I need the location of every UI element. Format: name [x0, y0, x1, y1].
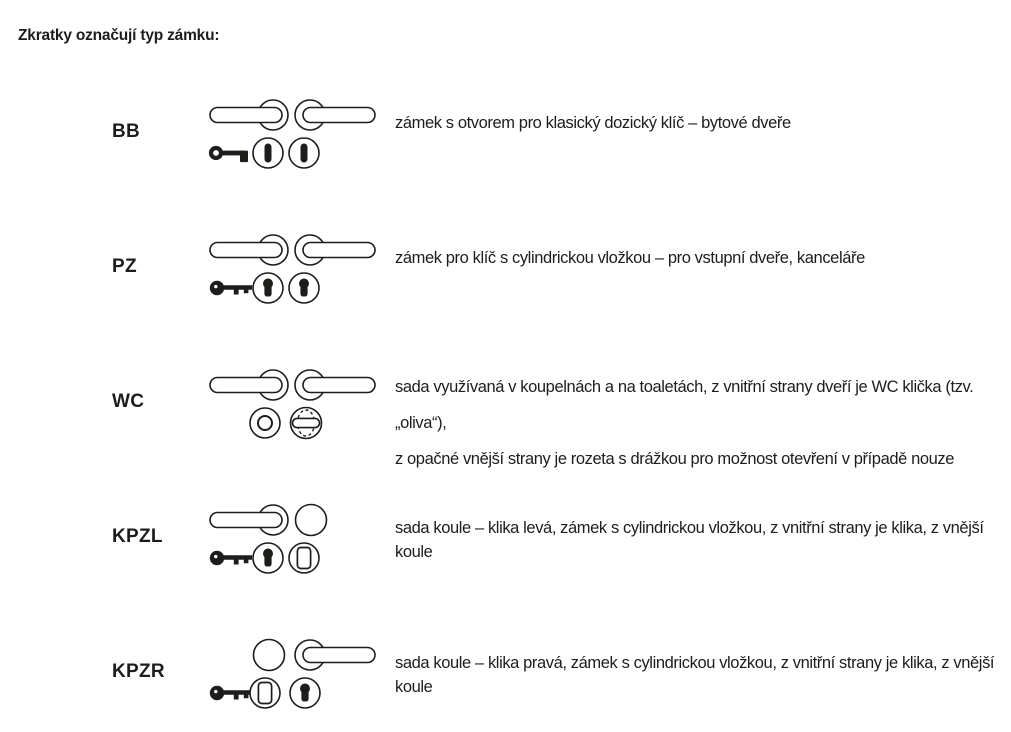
lever-handle-right-icon: [295, 640, 375, 670]
lock-type-row-kpzl: [0, 500, 1011, 580]
emergency-slot-rosette-icon: [250, 408, 280, 438]
lever-handle-left-icon: [210, 235, 288, 265]
description-line: sada využívaná v koupelnách a na toaletách, z vnitřní strany dveří je WC klička (tzv. „oliva“),: [395, 378, 974, 432]
lock-hardware-diagram: [205, 230, 380, 308]
lock-description: [395, 246, 995, 270]
lock-description: [395, 369, 995, 477]
lever-handle-right-icon: [295, 370, 375, 400]
lock-code: WC: [112, 391, 145, 412]
cylinder-keyhole-rosette-icon: [253, 273, 283, 303]
cylinder-keyhole-rosette-icon: [253, 543, 283, 573]
lock-code: PZ: [112, 256, 137, 277]
blind-rosette-icon: [250, 678, 280, 708]
lever-handle-right-icon: [295, 100, 375, 130]
lock-code: BB: [112, 121, 141, 142]
description-line: z opačné vnější strany je rozeta s drážkou pro možnost otevření v případě nouze: [395, 450, 955, 468]
lock-type-row-kpzr: [0, 635, 1011, 715]
bit-key-icon: [211, 148, 248, 162]
lock-hardware-diagram: [205, 635, 380, 713]
cylinder-keyhole-rosette-icon: [290, 678, 320, 708]
keyhole-rosette-icon: [289, 138, 319, 168]
lock-description: [395, 651, 995, 699]
description-line: sada koule – klika pravá, zámek s cylindrickou vložkou, z vnitřní strany je klika, z vnější koule: [395, 654, 995, 696]
lock-hardware-diagram: [205, 500, 380, 578]
lock-type-row-wc: [0, 365, 1011, 468]
description-line: zámek s otvorem pro klasický dozický klíč – bytové dveře: [395, 114, 791, 132]
cylinder-keyhole-rosette-icon: [289, 273, 319, 303]
cylinder-key-icon: [210, 686, 252, 700]
keyhole-rosette-icon: [253, 138, 283, 168]
lock-type-row-pz: [0, 230, 1011, 310]
lock-hardware-diagram: [205, 365, 380, 443]
blind-rosette-icon: [289, 543, 319, 573]
page-title: Zkratky označují typ zámku:: [18, 27, 220, 44]
lever-handle-left-icon: [210, 100, 288, 130]
lock-code: KPZR: [112, 661, 165, 682]
round-knob-icon: [296, 505, 327, 536]
lock-description: [395, 111, 995, 135]
lock-description: [395, 516, 995, 564]
lock-code: KPZL: [112, 526, 163, 547]
round-knob-icon: [254, 640, 285, 671]
lock-hardware-diagram: [205, 95, 380, 173]
wc-thumbturn-rosette-icon: [291, 408, 322, 439]
lever-handle-left-icon: [210, 370, 288, 400]
lock-type-row-bb: [0, 95, 1011, 175]
cylinder-key-icon: [210, 551, 252, 565]
lever-handle-left-icon: [210, 505, 288, 535]
cylinder-key-icon: [210, 281, 252, 295]
description-line: zámek pro klíč s cylindrickou vložkou – pro vstupní dveře, kanceláře: [395, 249, 865, 267]
lever-handle-right-icon: [295, 235, 375, 265]
description-line: sada koule – klika levá, zámek s cylindrickou vložkou, z vnitřní strany je klika, z vnější koule: [395, 519, 984, 561]
